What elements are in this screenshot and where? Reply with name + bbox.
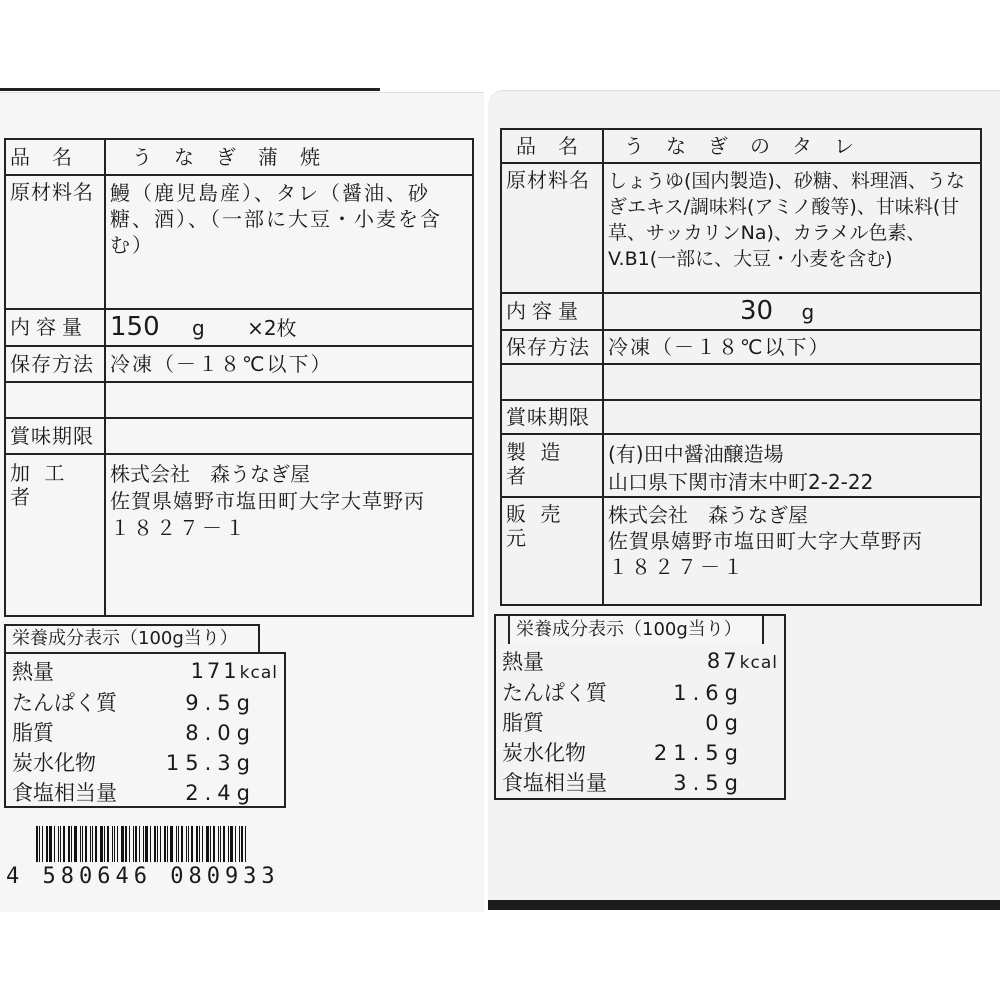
net-content-value: 150 [110,312,160,342]
barcode-bar [85,826,87,862]
nutrient-name: 脂質 [502,711,544,735]
processor-address: 佐賀県嬉野市塩田町大字大草野丙 [110,489,425,513]
seller-address: 佐賀県嬉野市塩田町大字大草野丙 [608,529,923,553]
row-product-name [5,139,473,175]
shadow-edge [0,88,380,91]
barcode-bar [49,826,52,862]
row-blank [501,364,981,400]
nutrient-unit: g [724,681,744,705]
value-product-name: うなぎ蒲焼 [105,139,473,175]
key-seller: 販 売 元 [501,497,603,605]
nutrition-row [6,718,284,748]
right-nutrition-title: 栄養成分表示（100g当り） [508,614,764,644]
key-blank [5,382,105,418]
barcode-bar [63,826,65,862]
nutrient-value: 21.5 [653,741,725,765]
row-storage [501,330,981,364]
nutrient-unit: kcal [739,653,778,673]
manufacturer-name: (有)田中醤油醸造場 [608,442,784,466]
barcode-bar [117,826,118,862]
net-content-unit: g [801,300,815,324]
barcode-bar [196,826,198,862]
barcode-bar [92,826,93,862]
barcode-bar [223,826,225,862]
nutrient-name: 炭水化物 [502,741,586,765]
barcode-bar [170,826,173,862]
barcode-bar [213,826,215,862]
key-ingredients: 原材料名 [501,163,603,293]
barcode-bar [239,826,240,862]
row-manufacturer [501,434,981,497]
barcode-number: 4 580646 080933 [6,864,280,889]
shadow-edge [488,900,1000,910]
barcode-bar [188,826,189,862]
barcode-bar [60,826,61,862]
row-net-content [5,309,473,346]
key-net-content: 内容量 [501,293,603,330]
processor-address-number: １８２７－１ [110,516,248,540]
barcode-bar [104,826,105,862]
key-storage: 保存方法 [5,346,105,382]
left-spec-table [4,138,474,617]
barcode-bar [121,826,124,862]
key-manufacturer: 製 造 者 [501,434,603,497]
nutrient-value: 3.5 [673,771,725,795]
barcode-bar [68,826,70,862]
nutrient-unit: g [236,751,256,775]
barcode-bar [157,826,158,862]
barcode-bar [39,826,40,862]
barcode-bar [143,826,144,862]
nutrient-unit: g [236,721,256,745]
barcode-bar [74,826,77,862]
right-spec-table [500,128,982,606]
left-nutrition-title: 栄養成分表示（100g当り） [4,624,260,652]
barcode-bar [176,826,177,862]
row-seller [501,497,981,605]
barcode-bar [245,826,246,862]
key-blank [501,364,603,400]
barcode-bar [114,826,115,862]
barcode-bar [181,826,183,862]
barcode-bar [133,826,134,862]
nutrient-value: 8.0 [185,721,237,745]
processor-name: 株式会社 森うなぎ屋 [110,462,310,486]
barcode-bar [199,826,200,862]
row-best-before [501,400,981,434]
barcode-bar [129,826,130,862]
barcode-bar [107,826,109,862]
barcode-bar [218,826,219,862]
key-processor: 加 工 者 [5,454,105,616]
nutrient-name: たんぱく質 [502,681,607,705]
barcode-bar [82,826,83,862]
value-storage: 冷凍（－１８℃以下） [603,330,981,364]
right-nutrition-table [496,646,784,798]
net-content-unit: g [192,316,205,340]
barcode-bar [139,826,140,862]
barcode-bar [230,826,233,862]
value-blank [603,364,981,400]
barcode-bar [135,826,137,862]
value-best-before [105,418,473,454]
nutrient-value: 0 [705,711,725,735]
nutrient-name: 食塩相当量 [12,781,117,805]
barcode-icon [36,826,249,862]
row-best-before [5,418,473,454]
nutrition-row [6,688,284,718]
barcode-bar [58,826,59,862]
nutrition-row [6,748,284,778]
value-best-before [603,400,981,434]
barcode-bar [150,826,151,862]
nutrition-row [496,738,784,768]
barcode-bar [210,826,211,862]
nutrient-value: 171 [190,659,240,683]
barcode-bar [160,826,161,862]
nutrient-value: 15.3 [165,751,237,775]
nutrient-unit: g [236,691,256,715]
barcode-bar [241,826,243,862]
nutrition-row [496,768,784,798]
key-best-before: 賞味期限 [501,400,603,434]
barcode-bar [191,826,193,862]
barcode-bar [100,826,103,862]
nutrient-name: 食塩相当量 [502,771,607,795]
nutrient-value: 2.4 [185,781,237,805]
key-ingredients: 原材料名 [5,175,105,309]
barcode-bar [90,826,91,862]
nutrient-unit: kcal [239,663,278,683]
nutrient-name: たんぱく質 [12,691,117,715]
top-background [0,0,1000,92]
nutrient-unit: g [724,711,744,735]
nutrient-unit: g [724,741,744,765]
value-ingredients: しょうゆ(国内製造)、砂糖、料理酒、うなぎエキス/調味料(アミノ酸等)、甘味料(甘草、サッカリンNa)、カラメル色素、V.B1(一部に、大豆・小麦を含む) [603,163,981,293]
nutrient-value: 9.5 [185,691,237,715]
row-product-name [501,129,981,163]
barcode-bar [167,826,168,862]
barcode-bar [206,826,209,862]
nutrient-value: 87 [706,649,740,673]
nutrient-unit: g [236,781,256,805]
barcode-bar [178,826,179,862]
barcode-bar [202,826,203,862]
row-net-content [501,293,981,330]
nutrient-name: 炭水化物 [12,751,96,775]
nutrient-unit: g [724,771,744,795]
barcode-bar [112,826,113,862]
net-content-value: 30 [740,296,774,326]
barcode-bar [71,826,72,862]
barcode-bar [95,826,97,862]
nutrient-value: 1.6 [673,681,725,705]
key-best-before: 賞味期限 [5,418,105,454]
seller-address-number: １８２７－１ [608,555,746,579]
barcode-bar [186,826,187,862]
key-product-name: 品 名 [501,129,603,163]
left-nutrition-table [6,656,284,808]
barcode-bar [80,826,81,862]
barcode-bar [125,826,127,862]
barcode-bar [36,826,38,862]
row-ingredients [5,175,473,309]
value-storage: 冷凍（－１８℃以下） [105,346,473,382]
value-blank [105,382,473,418]
barcode-bar [42,826,43,862]
key-product-name: 品 名 [5,139,105,175]
barcode-bar [154,826,156,862]
net-content-count: ×2枚 [247,316,297,340]
row-blank [5,382,473,418]
nutrition-row [496,678,784,708]
barcode-bar [220,826,221,862]
manufacturer-address: 山口県下関市清末中町2-2-22 [608,470,874,494]
key-net-content: 内容量 [5,309,105,346]
row-processor [5,454,473,616]
nutrition-row [496,646,784,678]
row-ingredients [501,163,981,293]
nutrient-name: 熱量 [12,660,54,684]
barcode-bar [164,826,166,862]
nutrient-name: 脂質 [12,721,54,745]
row-storage [5,346,473,382]
barcode-bar [228,826,229,862]
barcode-bar [235,826,236,862]
seller-name: 株式会社 森うなぎ屋 [608,503,808,527]
nutrition-row [6,778,284,808]
nutrient-name: 熱量 [502,650,544,674]
barcode-bar [54,826,55,862]
key-storage: 保存方法 [501,330,603,364]
nutrition-row [6,656,284,688]
value-ingredients: 鰻（鹿児島産）、タレ（醤油、砂糖、酒）、（一部に大豆・小麦を含む） [105,175,473,309]
value-product-name: うなぎのタレ [603,129,981,163]
barcode-bar [46,826,48,862]
nutrition-row [496,708,784,738]
barcode-bar [145,826,148,862]
